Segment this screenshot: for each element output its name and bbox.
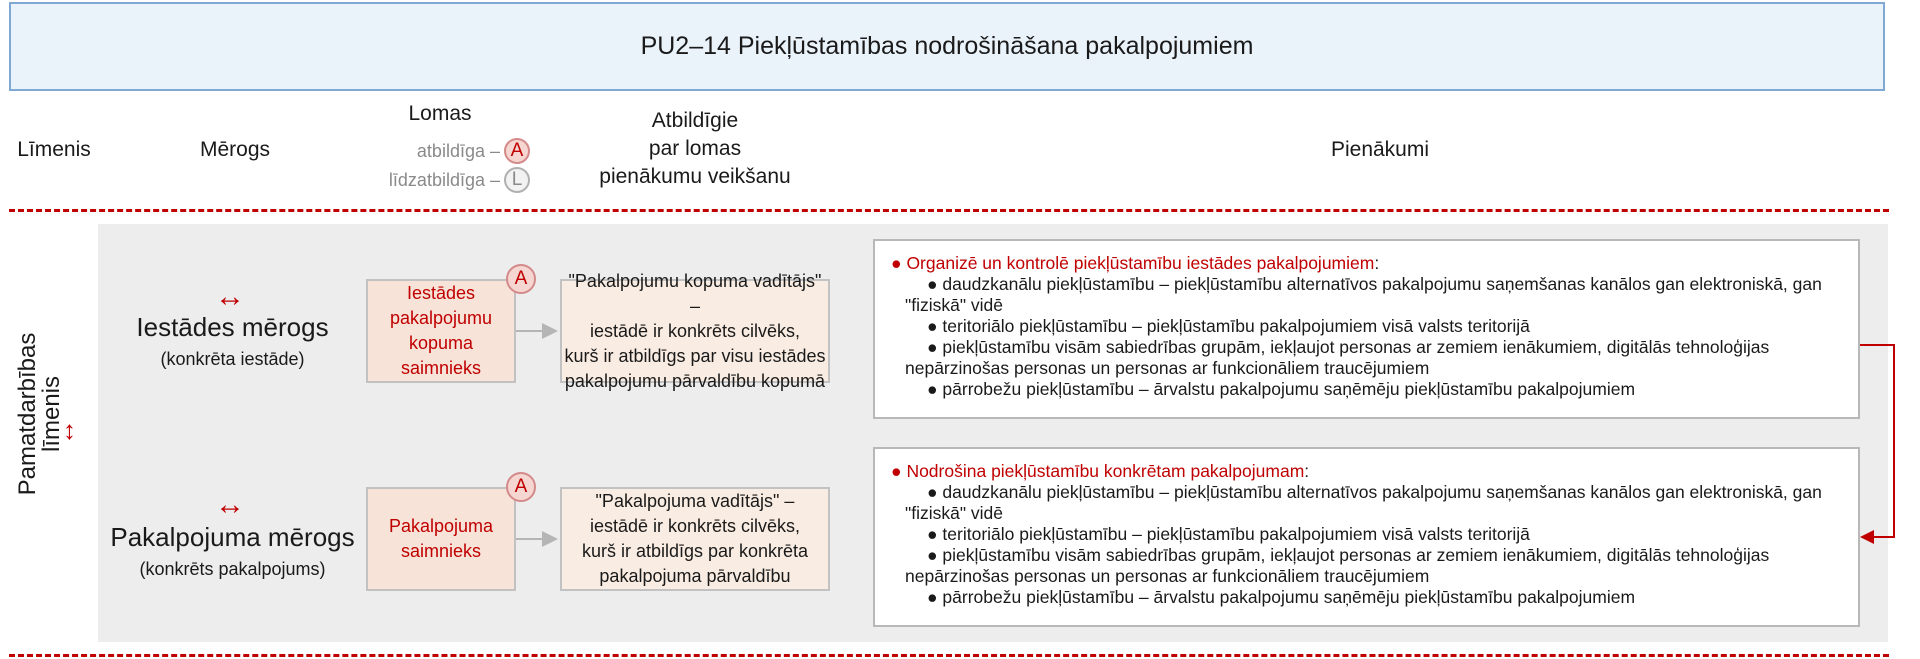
- duty-item-cont: nepārzinošas personas un personas ar funkcionāliem traucējumiem: [905, 358, 1430, 378]
- resp-line: kurš ir atbildīgs par visu iestādes: [564, 345, 826, 366]
- duties-box-institution: [873, 239, 1860, 419]
- scale-title-institution: Iestādes mērogs: [136, 312, 329, 342]
- duty-heading: ● Nodrošina piekļūstamību konkrētam pakalpojumam:: [891, 461, 1310, 481]
- role-badge-a-icon: A: [506, 264, 536, 294]
- duty-item-cont: "fiziskā" vidē: [905, 295, 1004, 315]
- resp-line: pakalpojumu pārvaldību kopumā: [564, 370, 826, 391]
- level-label-text: [16, 314, 64, 514]
- duty-item: ● daudzkanālu piekļūstamību – piekļūstamību alternatīvos pakalpojumu saņemšanas kanālos gan elektroniskā, gan: [927, 482, 1822, 502]
- duty-item: ● pārrobežu piekļūstamību – ārvalstu pakalpojumu saņēmēju piekļūstamību pakalpojumiem: [927, 587, 1636, 607]
- responsible-box-service: [560, 487, 830, 591]
- legend-responsible: [330, 136, 530, 166]
- duty-item: ● piekļūstamību visām sabiedrības grupām, iekļaujot personas ar zemiem ienākumiem, digitālās tehnoloģijas: [927, 337, 1770, 357]
- level-label-line1: Pamatdarbības: [14, 332, 41, 496]
- role-l-icon: L: [504, 167, 530, 193]
- scale-arrow-icon: ↔: [215, 280, 245, 313]
- resp-line: kurš ir atbildīgs par konkrēta: [581, 541, 809, 561]
- duty-item: ● teritoriālo piekļūstamību – piekļūstamību pakalpojumiem visā valsts teritorijā: [927, 524, 1530, 544]
- separator-top: [9, 209, 1889, 212]
- legend-coresponsible: [330, 165, 530, 195]
- legend-coresponsible-label: līdzatbildīga –: [388, 169, 500, 190]
- delegation-connector-arrow-icon: [1858, 335, 1898, 545]
- role-badge-a-icon: A: [506, 472, 536, 502]
- flow-arrow-icon: [516, 320, 560, 342]
- header-roles: Lomas: [408, 102, 472, 125]
- separator-bottom: [9, 654, 1889, 657]
- scale-arrow-icon: ↔: [215, 488, 245, 521]
- header-responsible-line3: pienākumu veikšanu: [599, 165, 791, 188]
- resp-line: iestādē ir konkrēts cilvēks,: [589, 516, 801, 536]
- level-label-line2: līmenis: [38, 375, 65, 453]
- resp-line: pakalpojuma pārvaldību: [599, 566, 791, 586]
- scale-subtitle-service: (konkrēts pakalpojums): [139, 559, 326, 579]
- resp-line: "Pakalpojumu kopuma vadītājs" –: [568, 270, 822, 316]
- header-responsible-line1: Atbildīgie: [651, 109, 739, 132]
- resp-line: iestādē ir konkrēts cilvēks,: [589, 320, 801, 341]
- diagram-title: PU2–14 Piekļūstamības nodrošināšana pakalpojumiem: [9, 2, 1885, 91]
- level-updown-arrow-icon: ↔: [59, 419, 89, 445]
- owner-box-institution: [366, 279, 516, 383]
- duty-item-cont: nepārzinošas personas un personas ar funkcionāliem traucējumiem: [905, 566, 1430, 586]
- responsible-box-institution: [560, 270, 830, 391]
- owner-line: pakalpojumu: [389, 308, 493, 328]
- owner-line: saimnieks: [400, 358, 481, 378]
- header-scale: Mērogs: [199, 138, 271, 161]
- owner-box-service: [366, 487, 516, 591]
- scale-subtitle-institution: (konkrēta iestāde): [160, 349, 305, 369]
- owner-line: Iestādes: [406, 283, 476, 303]
- duties-box-service: [873, 447, 1860, 627]
- duty-heading-text: Organizē un kontrolē piekļūstamību iestādes pakalpojumiem: [906, 253, 1375, 273]
- duty-heading-text: Nodrošina piekļūstamību konkrētam pakalpojumam: [906, 461, 1305, 481]
- duty-item: ● daudzkanālu piekļūstamību – piekļūstamību alternatīvos pakalpojumu saņemšanas kanālos gan elektroniskā, gan: [927, 274, 1822, 294]
- header-level: Līmenis: [17, 138, 91, 161]
- owner-line: kopuma: [408, 333, 474, 353]
- duty-item: ● pārrobežu piekļūstamību – ārvalstu pakalpojumu saņēmēju piekļūstamību pakalpojumiem: [927, 379, 1636, 399]
- flow-arrow-icon: [516, 528, 560, 550]
- resp-line: "Pakalpojuma vadītājs" –: [595, 491, 795, 511]
- role-a-icon: A: [504, 138, 530, 164]
- duty-item-cont: "fiziskā" vidē: [905, 503, 1004, 523]
- owner-line: Pakalpojuma: [388, 516, 494, 536]
- owner-line: saimnieks: [400, 541, 482, 561]
- legend-responsible-label: atbildīga –: [416, 140, 500, 161]
- duty-item: ● teritoriālo piekļūstamību – piekļūstamību pakalpojumiem visā valsts teritorijā: [927, 316, 1530, 336]
- header-duties: Pienākumi: [1330, 138, 1430, 161]
- header-responsible: [580, 107, 810, 191]
- header-responsible-line2: par lomas: [648, 137, 742, 160]
- duty-heading: ● Organizē un kontrolē piekļūstamību iestādes pakalpojumiem:: [891, 253, 1380, 273]
- duty-item: ● piekļūstamību visām sabiedrības grupām, iekļaujot personas ar zemiem ienākumiem, digitālās tehnoloģijas: [927, 545, 1770, 565]
- scale-title-service: Pakalpojuma mērogs: [110, 522, 355, 552]
